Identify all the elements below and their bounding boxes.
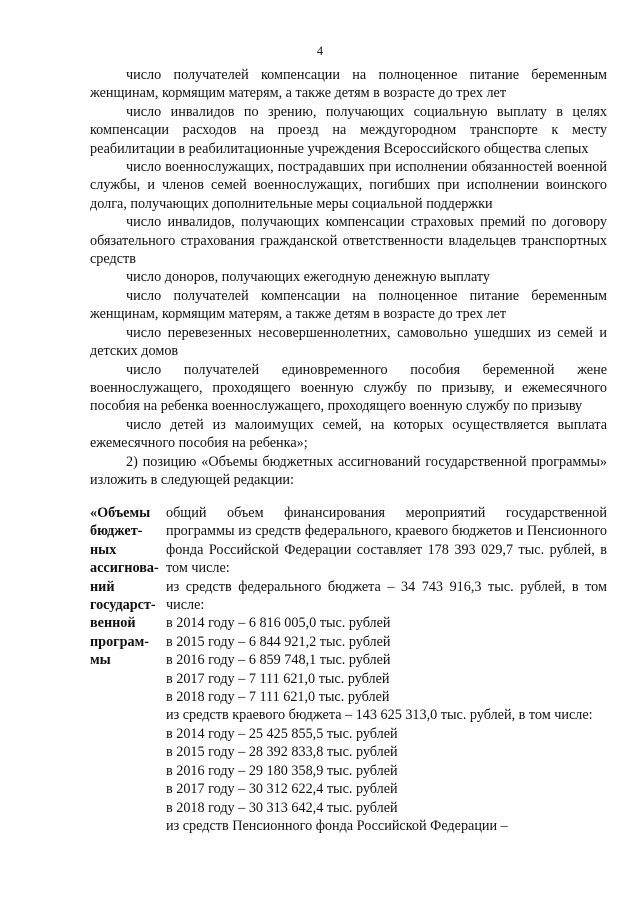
paragraph: число получателей единовременного пособия беременной жене военнослужащего, проходящего военную службу по призыву, и ежемесячного пособия на ребенка военнослужащего, проходящего военную службу по призыву (90, 361, 607, 415)
federal-year-line: в 2017 году – 7 111 621,0 тыс. рублей (166, 670, 390, 687)
passport-value (166, 504, 607, 835)
regional-year-line: в 2014 году – 25 425 855,5 тыс. рублей (166, 725, 398, 742)
regional-year-line: в 2018 году – 30 313 642,4 тыс. рублей (166, 799, 398, 816)
federal-budget-heading: из средств федерального бюджета – 34 743 916,3 тыс. рублей, в том числе: (166, 578, 607, 614)
paragraph: 2) позицию «Объемы бюджетных ассигнований государственной программы» изложить в следующей редакции: (90, 453, 607, 488)
paragraph: число военнослужащих, пострадавших при исполнении обязанностей военной службы, и членов семей военнослужащих, погибших при исполнении воинского долга, получающих дополнительные меры социальной поддержки (90, 159, 607, 212)
regional-budget-heading: из средств краевого бюджета – 143 625 313,0 тыс. рублей, в том числе: (166, 707, 593, 724)
paragraph: число перевезенных несовершеннолетних, самовольно ушедших из семей и детских домов (90, 324, 607, 360)
page-number: 4 (316, 44, 324, 58)
paragraph: число детей из малоимущих семей, на которых осуществляется выплата ежемесячного пособия на ребенка»; (90, 416, 607, 452)
document-body (90, 66, 607, 489)
passport-label: «Объемы бюджет-ных ассигнова-ний государст-венной програм-мы (90, 505, 159, 669)
paragraph: число инвалидов, получающих компенсации страховых премий по договору обязательного страхования гражданской ответственности владельцев транспортных средств (90, 214, 607, 268)
regional-year-line: в 2016 году – 29 180 358,9 тыс. рублей (166, 762, 398, 779)
budget-passport-row (90, 504, 607, 835)
regional-year-line: в 2015 году – 28 392 833,8 тыс. рублей (166, 744, 398, 761)
paragraph: число получателей компенсации на полноценное питание беременным женщинам, кормящим матерям, а также детям в возрасте до трех лет (90, 287, 607, 323)
paragraph: число доноров, получающих ежегодную денежную выплату (126, 269, 490, 286)
federal-year-line: в 2015 году – 6 844 921,2 тыс. рублей (166, 633, 391, 650)
federal-year-line: в 2014 году – 6 816 005,0 тыс. рублей (166, 615, 391, 632)
paragraph: число инвалидов по зрению, получающих социальную выплату в целях компенсации расходов на проезд на междугородном транспорте к месту реабилитации в реабилитационные учреждения Всероссийского общества слепых (90, 103, 607, 157)
paragraph: число получателей компенсации на полноценное питание беременным женщинам, кормящим матерям, а также детям в возрасте до трех лет (90, 67, 607, 102)
total-funding-text: общий объем финансирования мероприятий государственной программы из средств федерального, краевого бюджетов и Пенсионного фонда Российской Федерации составляет 178 393 029,7 тыс. рублей, в том числе: (166, 505, 607, 577)
pension-fund-heading: из средств Пенсионного фонда Российской Федерации – (166, 817, 508, 834)
federal-year-line: в 2016 году – 6 859 748,1 тыс. рублей (166, 652, 391, 669)
regional-year-line: в 2017 году – 30 312 622,4 тыс. рублей (166, 781, 398, 798)
federal-year-line: в 2018 году – 7 111 621,0 тыс. рублей (166, 689, 390, 706)
